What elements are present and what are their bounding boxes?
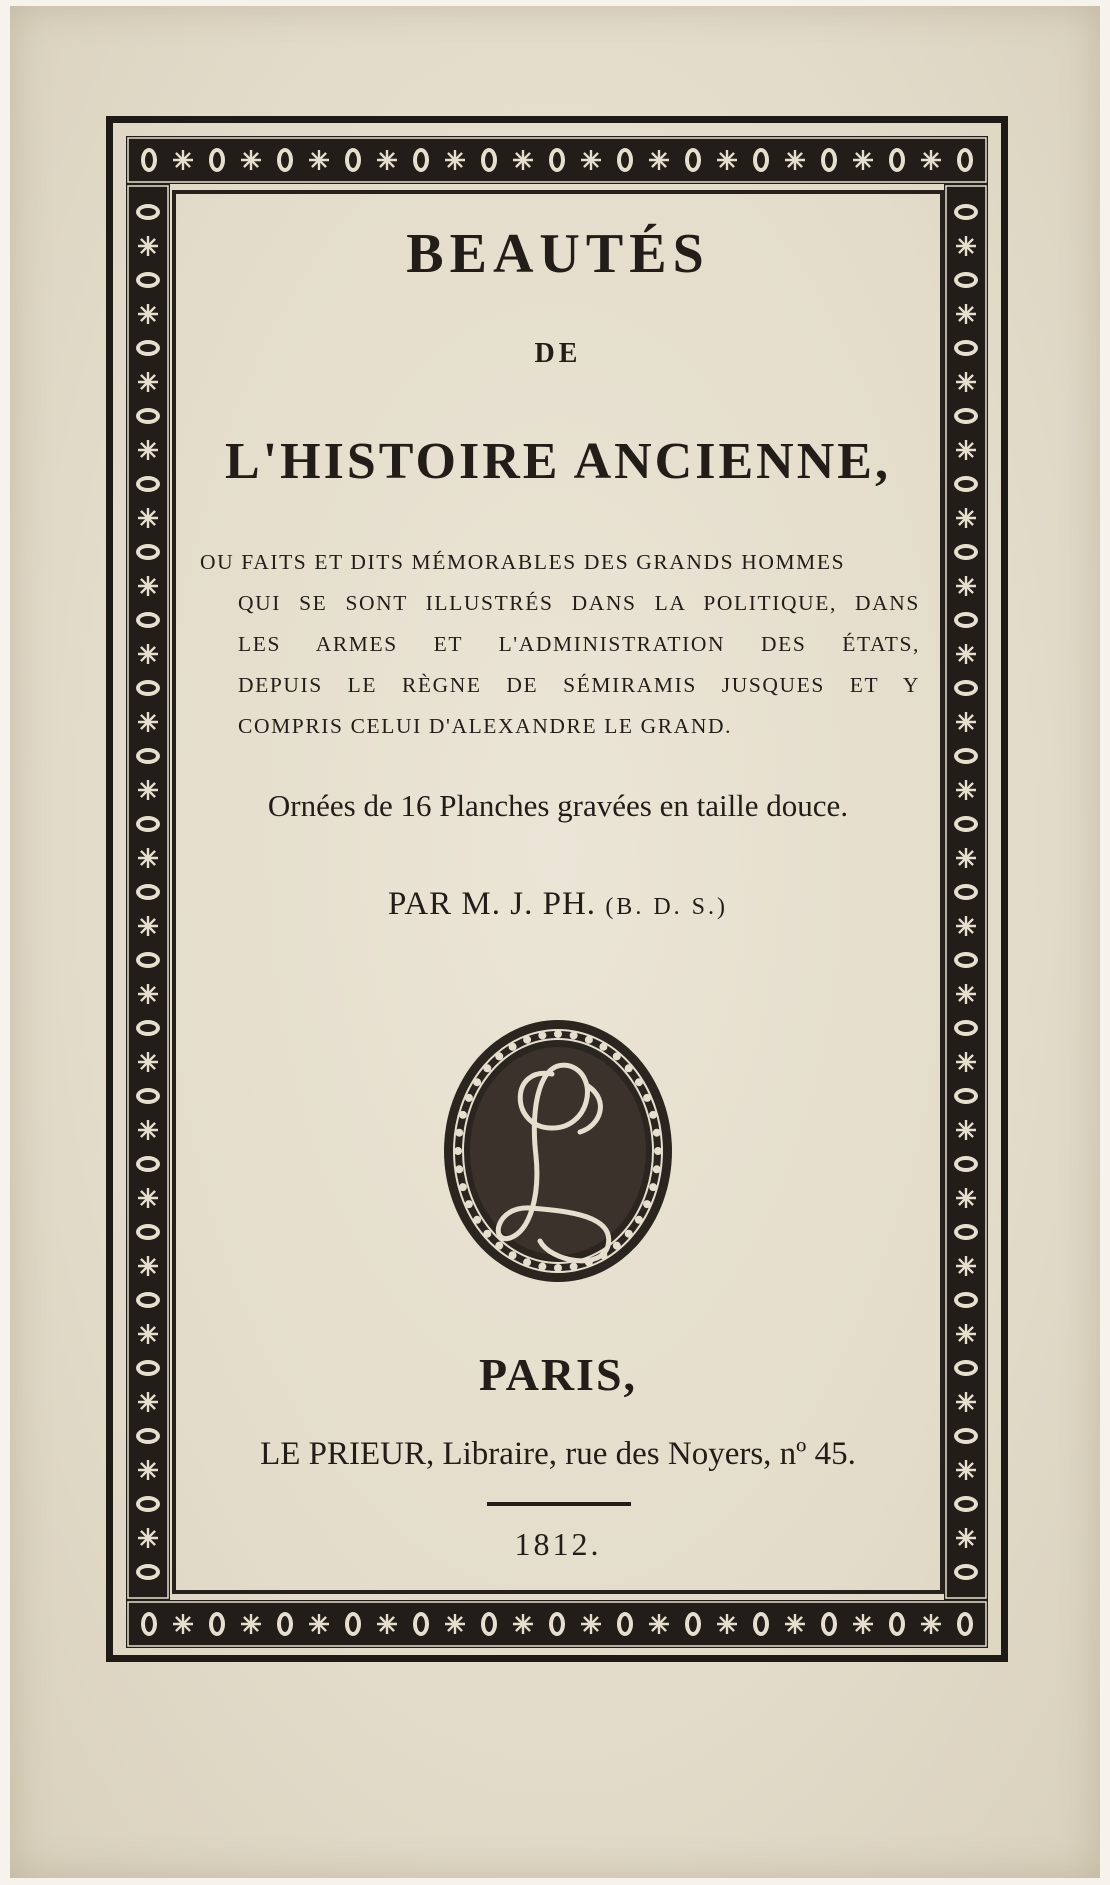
author-name: PAR M. J. PH. [388,886,597,922]
description-line: LES ARMES ET L'ADMINISTRATION DES ÉTATS, [238,632,920,656]
ornament-border-left [126,184,170,1600]
description-line: QUI SE SONT ILLUSTRÉS DANS LA POLITIQUE, DANS [238,591,920,615]
ornament-border-right [944,184,988,1600]
imprint-city: PARIS, [478,1349,638,1400]
ornament-border-top [126,136,988,184]
description-line: COMPRIS CELUI D'ALEXANDRE LE GRAND. [238,714,733,738]
book-subtitle: L'HISTOIRE ANCIENNE, [225,433,891,490]
plates-note: Ornées de 16 Planches gravées en taille douce. [267,788,849,823]
publisher-seal-monogram [440,1016,676,1286]
description-line: DEPUIS LE RÈGNE DE SÉMIRAMIS JUSQUES ET Y [238,673,920,697]
title-block [180,196,936,1586]
imprint-year: 1812. [514,1526,602,1562]
description [200,542,920,747]
imprint-publisher: LE PRIEUR, Libraire, rue des Noyers, nº 45. [260,1436,856,1472]
book-title: BEAUTÉS [406,223,710,285]
author-line [180,886,936,923]
author-initials: (B. D. S.) [605,894,728,920]
description-line: OU FAITS ET DITS MÉMORABLES DES GRANDS HOMMES [200,550,846,574]
ornament-border-bottom [126,1600,988,1648]
imprint-rule [487,1502,631,1506]
title-connector: DE [534,338,582,369]
